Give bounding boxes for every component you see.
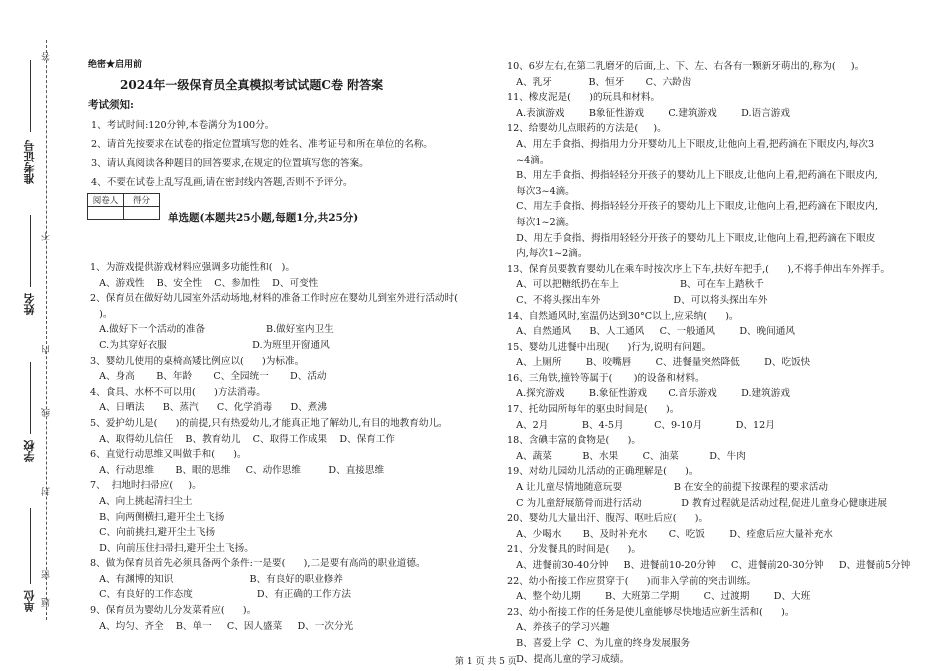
question-line: 14、自然通风时,室温仍达到30°C以上,应采纳( )。 xyxy=(507,310,739,322)
question-line: 7、 扫地时扫帚应( )。 xyxy=(90,480,202,492)
question-line: D、向前压住扫帚扫,避开尘土飞扬。 xyxy=(90,542,254,554)
question-line: A、用左手食指、拇指用力分开婴幼儿上下眼皮,让他向上看,把药滴在下眼皮内,每次3 xyxy=(507,138,875,150)
unit-label: 单位 xyxy=(23,590,36,612)
left-question-column xyxy=(90,260,485,634)
question-line: C、不将头探出车外 D、可以将头探出车外 xyxy=(507,294,768,306)
question-line: 11、橡皮泥是( )的玩具和材料。 xyxy=(507,92,661,104)
question-line: 每次3~4滴。 xyxy=(507,185,575,197)
question-line: A.做好下一个活动的准备 B.做好室内卫生 xyxy=(90,324,334,336)
question-line: )。 xyxy=(90,308,113,320)
question-line: A、身高 B、年龄 C、全园统一 D、活动 xyxy=(90,371,327,383)
question-line: C 为儿童舒展筋骨而进行活动 D 教育过程就是活动过程,促进儿童身心健康进展 xyxy=(507,497,887,509)
question-line: 2、保育员在做好幼儿园室外活动场地,材料的准备工作时应在婴幼儿到室外进行活动时( xyxy=(90,293,458,305)
question-line: D、用左手食指、拇指用轻轻分开孩子的婴幼儿上下眼皮,让他向上看,把药滴在下眼皮 xyxy=(507,232,876,244)
question-line: A、日晒法 B、蒸汽 C、化学消毒 D、煮沸 xyxy=(90,402,327,414)
question-line: A、乳牙 B、恒牙 C、六龄齿 xyxy=(507,76,692,88)
question-line: 22、幼小衔接工作应贯穿于( )而非入学前的突击训练。 xyxy=(507,575,757,587)
seal-mark: 线 xyxy=(42,408,52,417)
question-line: D、提高儿童的学习成绩。 xyxy=(507,653,630,665)
question-line: 20、婴幼儿大量出汗、腹泻、呕吐后应( )。 xyxy=(507,513,709,525)
question-line: 19、对幼儿园幼儿活动的正确理解是( )。 xyxy=(507,466,699,478)
notice-item: 3、请认真阅读各种题目的回答要求,在规定的位置填写您的答案。 xyxy=(91,158,369,169)
question-line: A、向上挑起清扫尘土 xyxy=(90,495,193,507)
question-line: 内,每次1~2滴。 xyxy=(507,248,588,260)
seal-mark: 封 xyxy=(42,487,52,496)
question-line: 4、食具、水杯不可以用( )方法消毒。 xyxy=(90,386,266,398)
question-line: 12、给婴幼儿点眼药的方法是( )。 xyxy=(507,123,667,135)
question-line: ~4滴。 xyxy=(507,154,550,166)
question-line: C、用左手食指、拇指轻轻分开孩子的婴幼儿上下眼皮,让他向上看,把药滴在下眼皮内, xyxy=(507,201,879,213)
score-table xyxy=(87,193,160,220)
page-footer: 第 1 页 共 5 页 xyxy=(455,657,517,667)
question-line: A、取得幼儿信任 B、教育幼儿 C、取得工作成果 D、保育工作 xyxy=(90,433,396,445)
question-line: C.为其穿好衣服 D.为班里开窗通风 xyxy=(90,339,330,351)
question-line: A、可以把糖纸扔在车上 B、可在车上踏秋千 xyxy=(507,279,764,291)
school-field[interactable] xyxy=(30,362,31,434)
question-line: A.表演游戏 B象征性游戏 C.建筑游戏 D.语言游戏 xyxy=(507,107,790,119)
question-line: B、向两侧横扫,避开尘土飞扬 xyxy=(90,511,225,523)
question-line: A、行动思维 B、眼的思维 C、动作思维 D、直接思维 xyxy=(90,464,385,476)
question-line: 16、三角铁,撞铃等属于( )的设备和材料。 xyxy=(507,372,705,384)
school-label: 学校 xyxy=(23,440,36,462)
notice-item: 1、考试时间:120分钟,本卷满分为100分。 xyxy=(91,120,275,131)
question-line: 17、托幼园所每年的驱虫时间是( )。 xyxy=(507,404,680,416)
notice-heading: 考试须知: xyxy=(88,99,134,111)
question-line: 10、6岁左右,在第二乳磨牙的后面,上、下、左、右各有一颗新牙萌出的,称为( )。 xyxy=(507,61,865,72)
question-line: A、2月 B、4-5月 C、9-10月 D、12月 xyxy=(507,419,775,431)
right-question-column xyxy=(507,59,922,667)
question-line: A、进餐前30-40分钟 B、进餐前10-20分钟 C、进餐前20-30分钟 D、进餐前5分钟 xyxy=(507,560,911,571)
question-line: A、有渊博的知识 B、有良好的职业修养 xyxy=(90,573,343,585)
question-line: B、用左手食指、拇指轻轻分开孩子的婴幼儿上下眼皮,让他向上看,把药滴在下眼皮内, xyxy=(507,170,878,182)
question-line: A、少喝水 B、及时补充水 C、吃饭 D、痊愈后应大量补充水 xyxy=(507,528,833,540)
seal-line xyxy=(46,40,47,620)
seal-mark: 密 xyxy=(42,570,52,579)
section-title: 单选题(本题共25小题,每题1分,共25分) xyxy=(168,212,359,224)
notice-list xyxy=(91,116,471,192)
seal-mark: 内 xyxy=(42,345,52,354)
seal-mark: 答 xyxy=(42,52,52,61)
question-line: A、游戏性 B、安全性 C、参加性 D、可变性 xyxy=(90,277,319,289)
question-line: A、蔬菜 B、水果 C、油菜 D、牛肉 xyxy=(507,450,746,462)
score-header: 得分 xyxy=(124,194,160,207)
question-line: 8、做为保育员首先必须具备两个条件:一是要( ),二是要有高尚的职业道德。 xyxy=(90,558,426,570)
question-line: 6、直觉行动思维又叫做手和( )。 xyxy=(90,449,247,461)
question-line: A、自然通风 B、人工通风 C、一般通风 D、晚间通风 xyxy=(507,326,795,338)
grader-cell[interactable] xyxy=(88,207,124,220)
question-line: 15、婴幼儿进餐中出现( )行为,说明有问题。 xyxy=(507,341,712,353)
unit-field[interactable] xyxy=(30,508,31,584)
question-line: 23、幼小衔接工作的任务是使儿童能够尽快地适应新生活和( )。 xyxy=(507,606,795,618)
name-label: 姓名 xyxy=(23,293,36,315)
seal-mark: 不 xyxy=(42,232,52,241)
question-line: 18、含碘丰富的食物是( )。 xyxy=(507,435,641,447)
exam-id-label: 准考证号 xyxy=(23,140,36,184)
secret-label: 绝密★启用前 xyxy=(88,60,143,70)
exam-id-field[interactable] xyxy=(30,60,31,132)
question-line: 13、保育员要教育婴幼儿在乘车时按次序上下车,扶好车把手,( ),不将手伸出车外挥手。 xyxy=(507,263,890,275)
question-line: 1、为游戏提供游戏材料应强调多功能性和( )。 xyxy=(90,262,296,273)
binding-margin xyxy=(0,0,70,671)
name-field[interactable] xyxy=(30,215,31,287)
question-line: A、均匀、齐全 B、单一 C、因人盛菜 D、一次分光 xyxy=(90,620,354,632)
question-line: 每次1~2滴。 xyxy=(507,216,575,228)
grader-header: 阅卷人 xyxy=(88,194,124,207)
score-cell[interactable] xyxy=(124,207,160,220)
question-line: C、向前挑扫,避开尘土飞扬 xyxy=(90,527,216,539)
question-line: 9、保育员为婴幼儿分发菜肴应( )。 xyxy=(90,605,257,617)
question-line: A、整个幼儿期 B、大班第二学期 C、过渡期 D、大班 xyxy=(507,591,811,603)
question-line: A、养孩子的学习兴趣 xyxy=(507,622,610,634)
notice-item: 4、不要在试卷上乱写乱画,请在密封线内答题,否则不予评分。 xyxy=(91,177,353,188)
question-line: 5、爱护幼儿是( )的前提,只有热爱幼儿,才能真正地了解幼儿,有目的地教育幼儿。 xyxy=(90,417,448,429)
question-line: 3、婴幼儿使用的桌椅高矮比例应以( )为标准。 xyxy=(90,355,305,367)
question-line: 21、分发餐具的时间是( )。 xyxy=(507,544,641,556)
question-line: A 让儿童尽情地随意玩耍 B 在安全的前提下按课程的要求活动 xyxy=(507,482,828,494)
question-line: C、有良好的工作态度 D、有正确的工作方法 xyxy=(90,589,351,601)
seal-mark: 题 xyxy=(42,598,52,607)
question-line: A、上厕所 B、咬嘴唇 C、进餐量突然降低 D、吃饭快 xyxy=(507,357,811,369)
question-line: B、喜爱上学 C、为儿童的终身发展服务 xyxy=(507,637,691,649)
notice-item: 2、请首先按要求在试卷的指定位置填写您的姓名、准考证号和所在单位的名称。 xyxy=(91,139,433,150)
page-title: 2024年一级保育员全真模拟考试试题C卷 附答案 xyxy=(120,78,384,92)
question-line: A.探究游戏 B.象征性游戏 C.音乐游戏 D.建筑游戏 xyxy=(507,388,790,400)
